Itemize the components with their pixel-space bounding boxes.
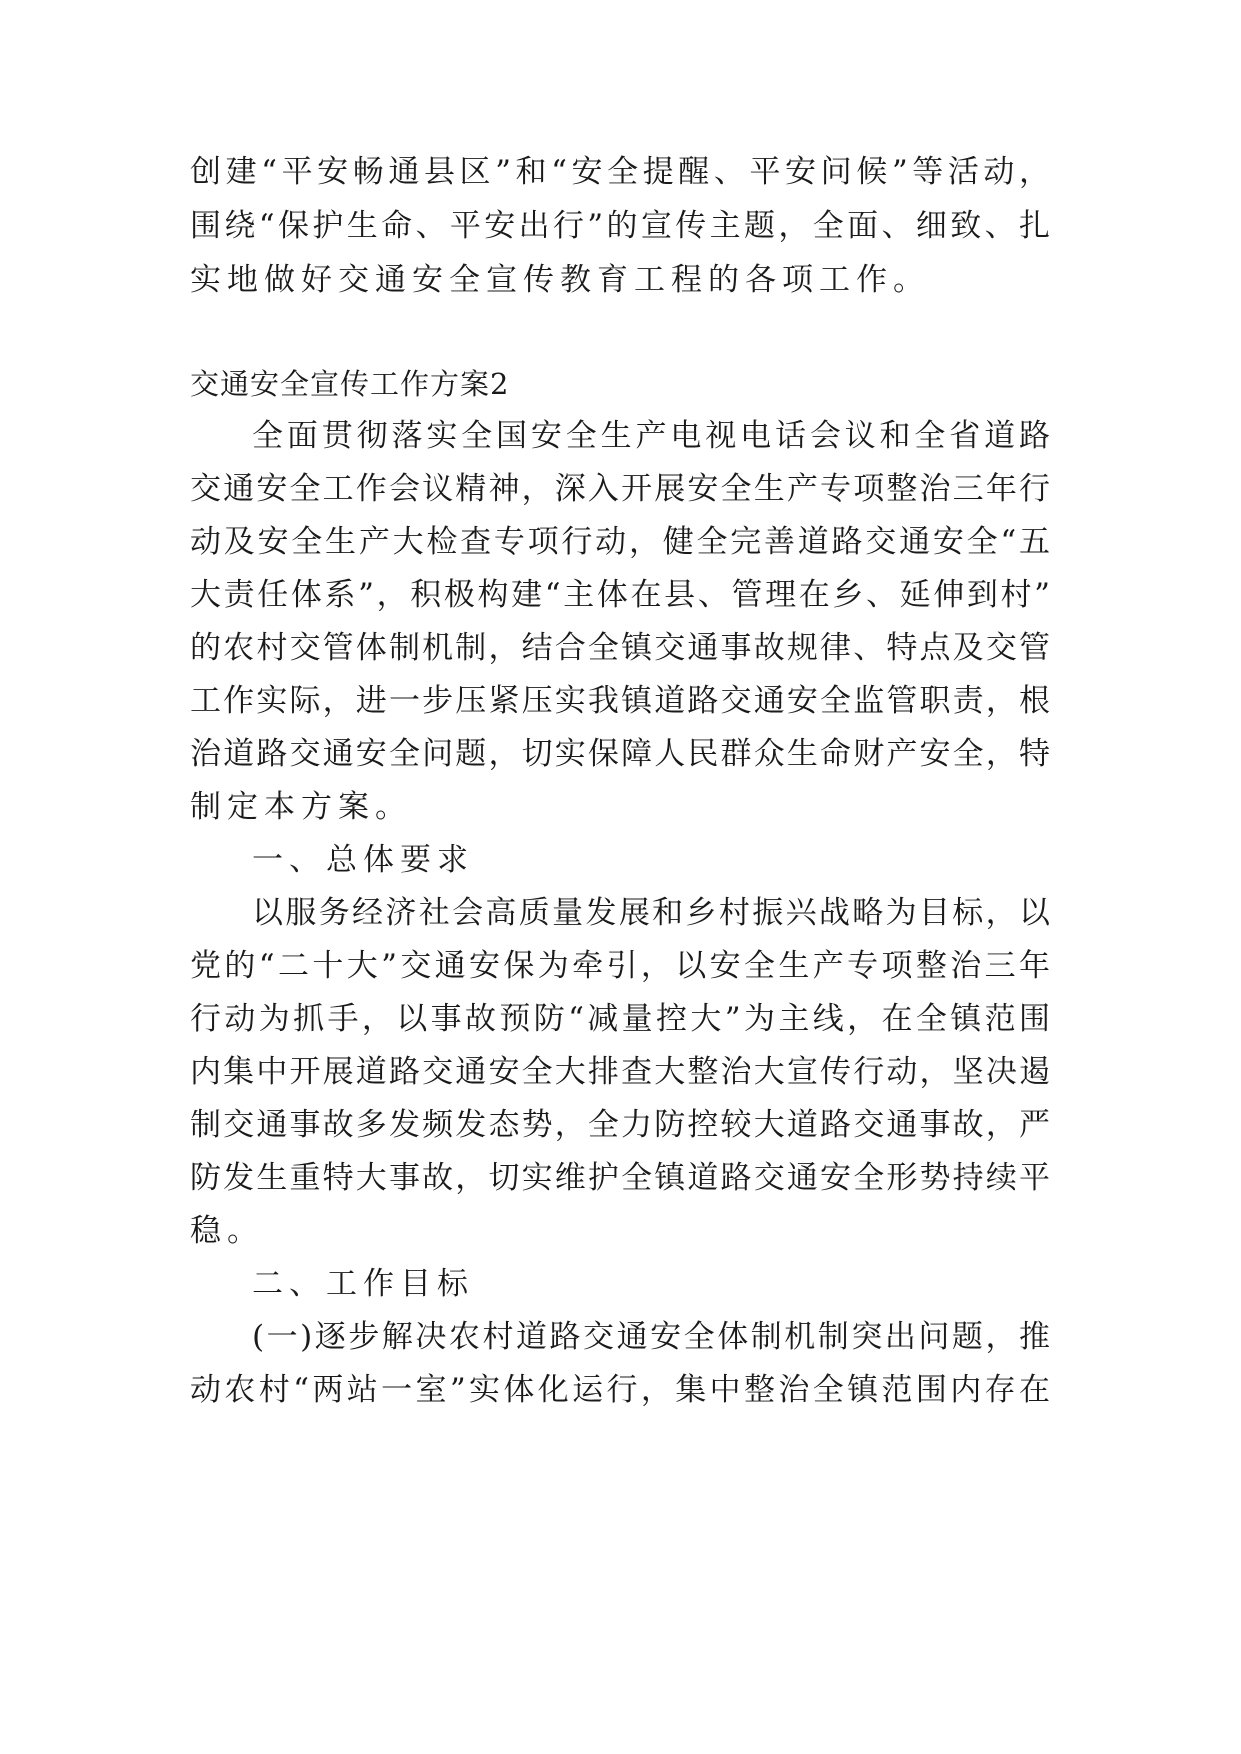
paragraph-line: 动农村“两站一室”实体化运行，集中整治全镇范围内存在 bbox=[190, 1372, 1050, 1408]
paragraph-line: 内集中开展道路交通安全大排查大整治大宣传行动，坚决遏 bbox=[190, 1054, 1050, 1090]
section-heading: 一、总体要求 bbox=[252, 842, 474, 878]
paragraph-line: 制交通事故多发频发态势，全力防控较大道路交通事故，严 bbox=[190, 1107, 1050, 1143]
paragraph-line: 制定本方案。 bbox=[190, 789, 412, 825]
paragraph-line: 党的“二十大”交通安保为牵引，以安全生产专项整治三年 bbox=[190, 948, 1050, 984]
paragraph-line: 围绕“保护生命、平安出行”的宣传主题，全面、细致、扎 bbox=[190, 208, 1050, 244]
paragraph-line: 工作实际，进一步压紧压实我镇道路交通安全监管职责，根 bbox=[190, 683, 1050, 719]
paragraph-line: 实地做好交通安全宣传教育工程的各项工作。 bbox=[190, 262, 930, 298]
section-heading: 二、工作目标 bbox=[252, 1266, 474, 1302]
paragraph-line: 交通安全工作会议精神，深入开展安全生产专项整治三年行 bbox=[190, 471, 1050, 507]
paragraph-line: 防发生重特大事故，切实维护全镇道路交通安全形势持续平 bbox=[190, 1160, 1050, 1196]
paragraph-line: 全面贯彻落实全国安全生产电视电话会议和全省道路 bbox=[252, 418, 1050, 454]
paragraph-line: 行动为抓手，以事故预防“减量控大”为主线，在全镇范围 bbox=[190, 1001, 1050, 1037]
section-title: 交通安全宣传工作方案2 bbox=[190, 367, 510, 401]
paragraph-line: 大责任体系”，积极构建“主体在县、管理在乡、延伸到村” bbox=[190, 577, 1050, 613]
paragraph-line: 的农村交管体制机制，结合全镇交通事故规律、特点及交管 bbox=[190, 630, 1050, 666]
paragraph-line: 创建“平安畅通县区”和“安全提醒、平安问候”等活动， bbox=[190, 154, 1050, 190]
paragraph-line: 以服务经济社会高质量发展和乡村振兴战略为目标，以 bbox=[252, 895, 1050, 931]
paragraph-line: (一)逐步解决农村道路交通安全体制机制突出问题，推 bbox=[252, 1319, 1050, 1355]
paragraph-line: 动及安全生产大检查专项行动，健全完善道路交通安全“五 bbox=[190, 524, 1050, 560]
paragraph-line: 稳。 bbox=[190, 1213, 264, 1249]
paragraph-line: 治道路交通安全问题，切实保障人民群众生命财产安全，特 bbox=[190, 736, 1050, 772]
